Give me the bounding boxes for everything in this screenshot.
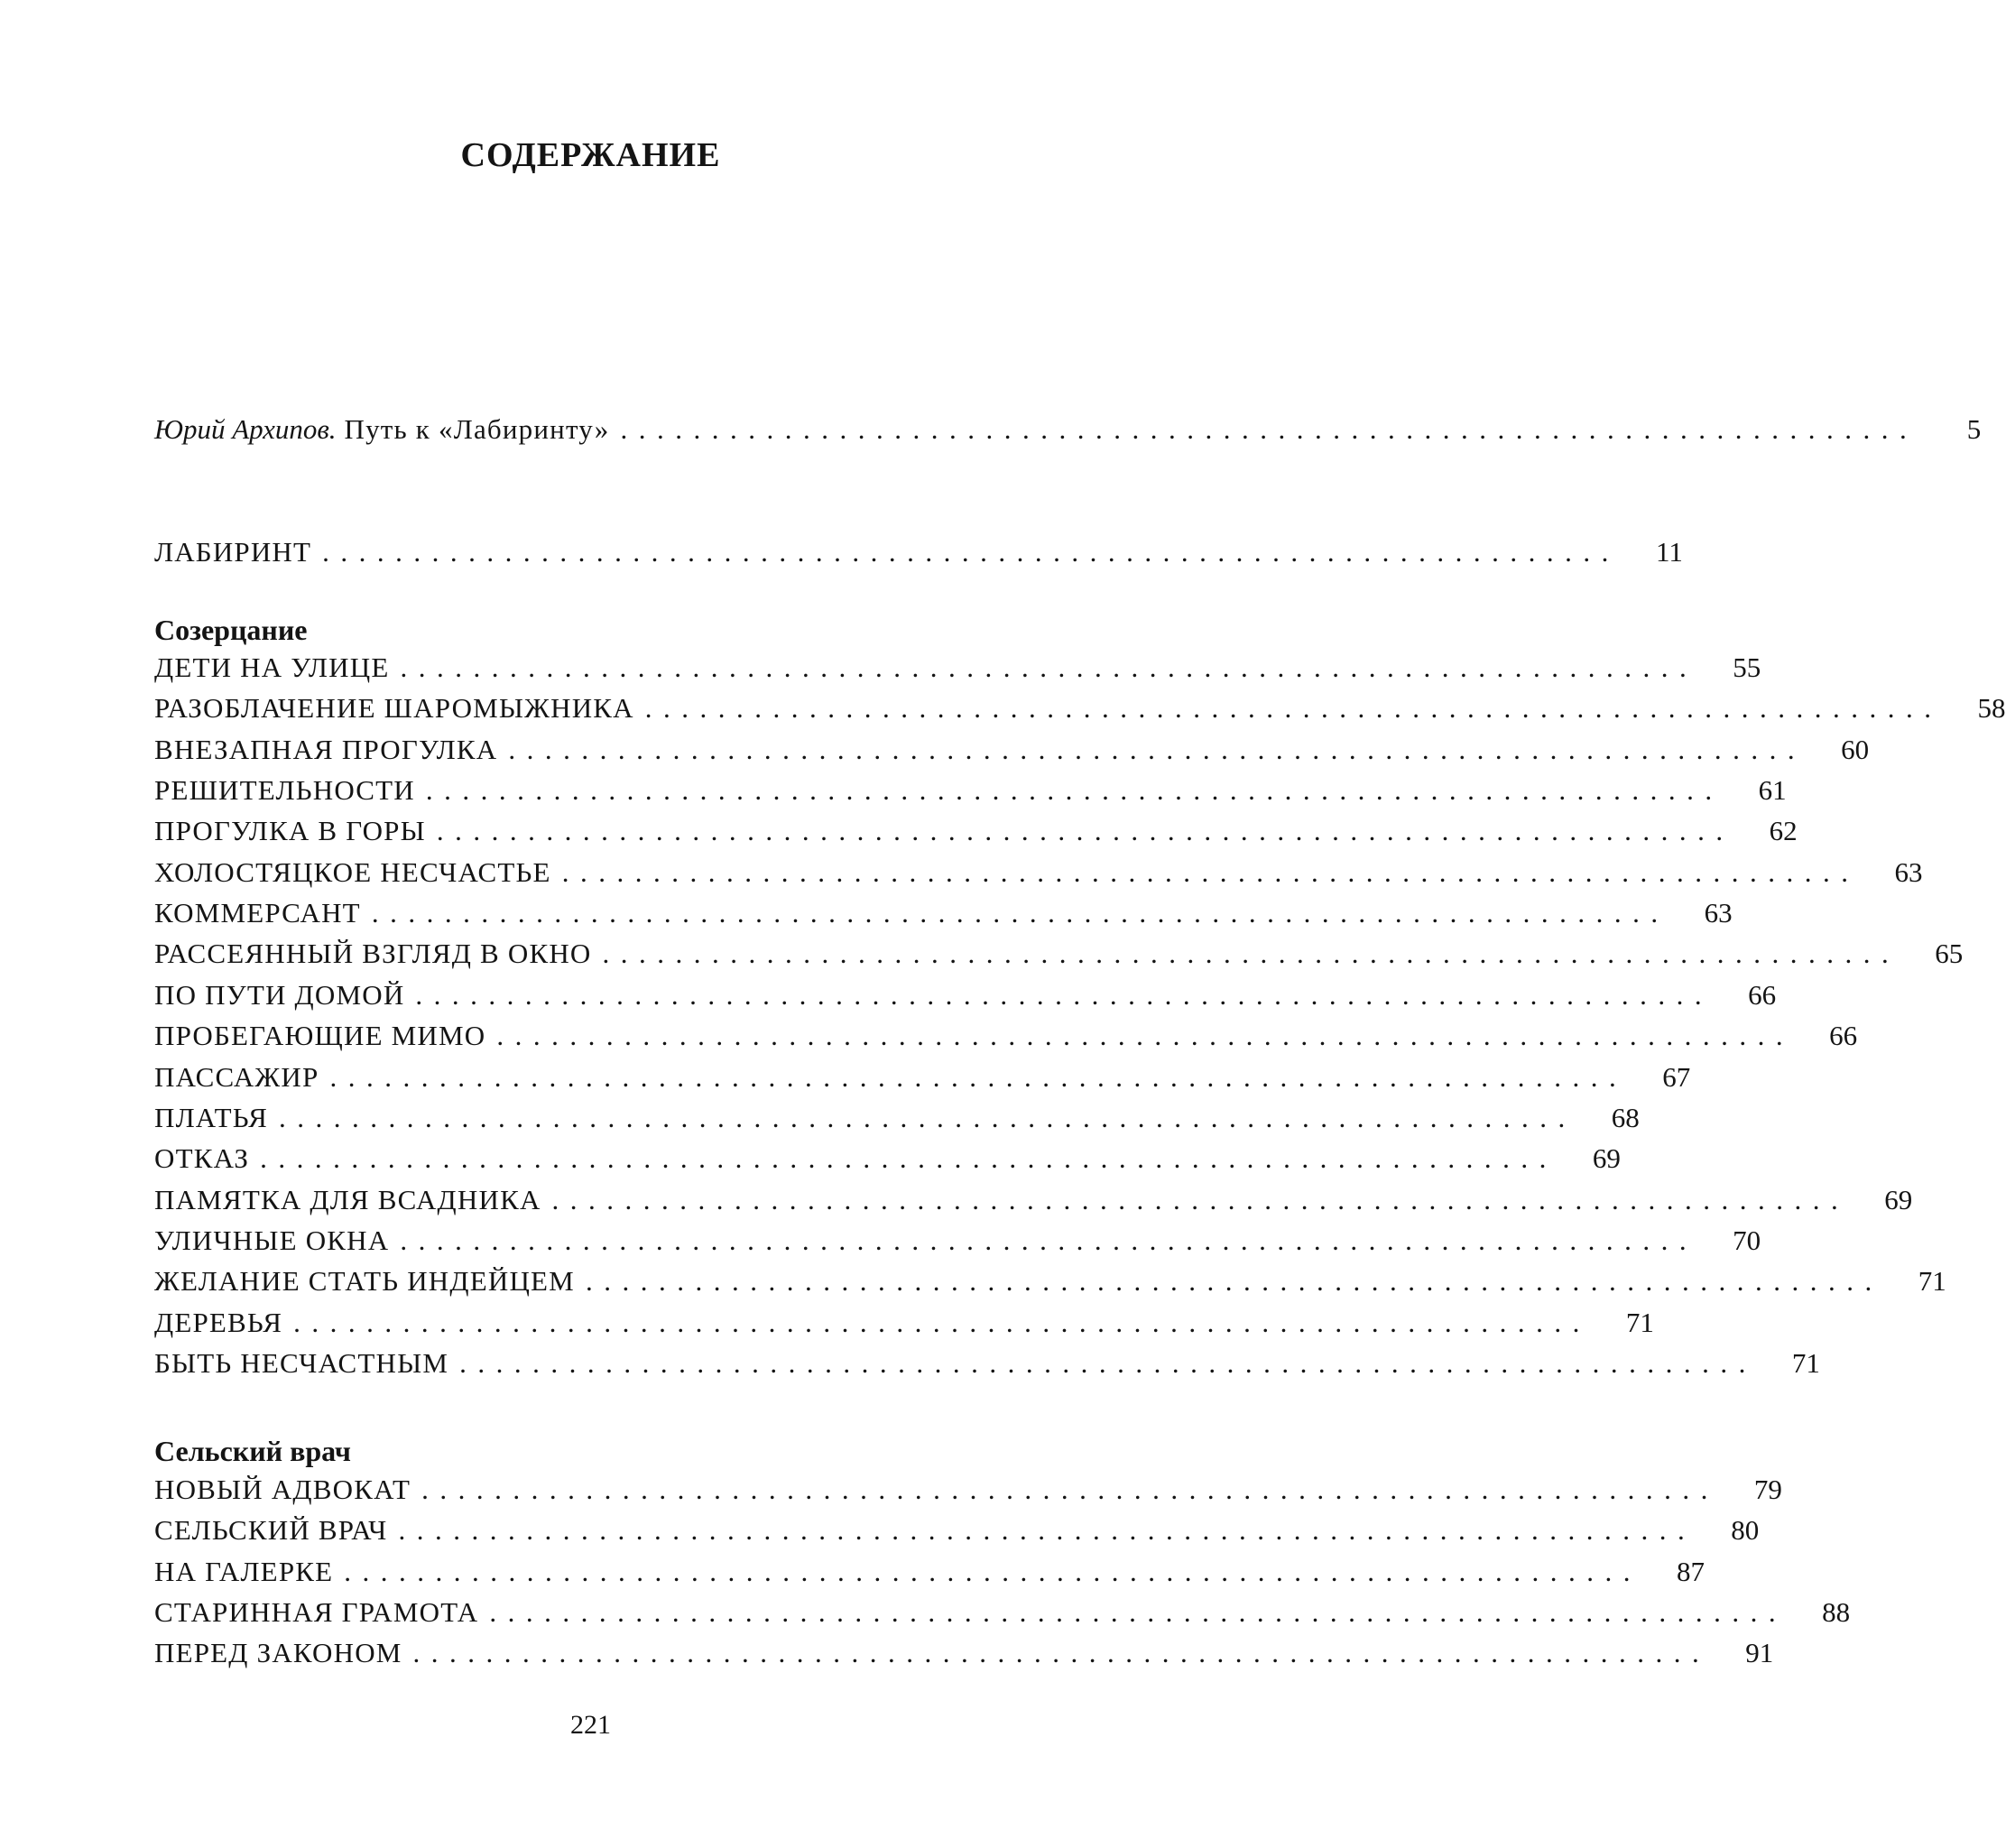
toc-entry	[154, 1474, 1782, 1515]
dot-leader: .......................................................................	[644, 692, 1943, 725]
toc-entry-label: ПЕРЕД ЗАКОНОМ	[154, 1637, 402, 1669]
toc-page-number: 62	[1769, 815, 1798, 847]
intro-author: Юрий Архипов.	[154, 413, 337, 445]
intro-title: Путь к «Лабиринту»	[344, 413, 610, 445]
dot-leader: .......................................................................	[489, 1596, 1788, 1629]
dot-leader: .......................................................................	[279, 1101, 1576, 1133]
dot-leader: .......................................................................	[400, 651, 1698, 683]
dot-leader: .......................................................................	[415, 978, 1714, 1011]
dot-leader: .......................................................................	[260, 1142, 1558, 1175]
toc-page-number: 70	[1733, 1224, 1761, 1256]
dot-leader: .......................................................................	[398, 1514, 1696, 1547]
toc-entry-label: РАССЕЯННЫЙ ВЗГЛЯД В ОКНО	[154, 938, 592, 970]
toc-page-number: 66	[1829, 1020, 1858, 1052]
toc-entry	[154, 692, 2006, 734]
toc-entry	[154, 815, 1798, 856]
toc-entry	[154, 1555, 1706, 1597]
dot-leader: .......................................................................	[436, 815, 1734, 847]
section-heading: Сельский врач	[154, 1435, 351, 1467]
dot-leader: .......................................................................	[344, 1555, 1642, 1587]
toc-entry	[154, 1596, 1851, 1638]
toc-entry	[154, 897, 1733, 938]
toc-page-number: 63	[1894, 855, 1923, 888]
toc-page-number: 66	[1748, 978, 1777, 1011]
toc-entry-label: КОММЕРСАНТ	[154, 897, 361, 929]
page-title: СОДЕРЖАНИЕ	[460, 136, 721, 174]
dot-leader: .......................................................................	[508, 733, 1807, 765]
toc-entry-label: НА ГАЛЕРКЕ	[154, 1555, 334, 1587]
toc-entry-label: ПЛАТЬЯ	[154, 1101, 269, 1133]
dot-leader: .......................................................................	[425, 774, 1724, 807]
toc-entry	[154, 1514, 1760, 1556]
toc-page-number: 68	[1611, 1101, 1640, 1133]
toc-entry-label: РЕШИТЕЛЬНОСТИ	[154, 774, 415, 807]
dot-leader: .......................................................................	[293, 1306, 1591, 1338]
dot-leader: .......................................................................	[620, 413, 1918, 445]
toc-entry-label	[154, 413, 620, 446]
dot-leader: .......................................................................	[371, 897, 1669, 929]
dot-leader: .......................................................................	[421, 1474, 1719, 1505]
toc-entry	[154, 1183, 1913, 1225]
toc-entry-main	[154, 536, 1683, 578]
toc-entry-label: СЕЛЬСКИЙ ВРАЧ	[154, 1514, 388, 1547]
toc-entry	[154, 1224, 1761, 1266]
toc-entry-label: ОТКАЗ	[154, 1142, 250, 1175]
toc-entry	[154, 855, 1923, 898]
dot-leader: .......................................................................	[585, 1265, 1883, 1298]
toc-page-number: 88	[1822, 1596, 1851, 1629]
toc-page-number: 79	[1753, 1474, 1782, 1505]
toc-entry	[154, 1060, 1691, 1103]
toc-entry-label: УЛИЧНЫЕ ОКНА	[154, 1224, 390, 1256]
toc-page-number: 71	[1918, 1265, 1946, 1298]
section-heading: Созерцание	[154, 614, 308, 646]
toc-entry-label: ПО ПУТИ ДОМОЙ	[154, 978, 405, 1011]
toc-page-number: 69	[1592, 1142, 1621, 1175]
toc-page-number: 71	[1791, 1346, 1820, 1379]
toc-entry-label: ПАМЯТКА ДЛЯ ВСАДНИКА	[154, 1183, 541, 1215]
toc-entry-label: ХОЛОСТЯЦКОЕ НЕСЧАСТЬЕ	[154, 855, 551, 888]
toc-entry-label: ДЕТИ НА УЛИЦЕ	[154, 651, 390, 683]
toc-entry	[154, 938, 1964, 979]
toc-entry	[154, 651, 1761, 693]
toc-entry	[154, 1142, 1621, 1184]
toc-page-number: 5	[1966, 413, 1982, 445]
toc-entry-label: БЫТЬ НЕСЧАСТНЫМ	[154, 1346, 449, 1379]
dot-leader: .......................................................................	[459, 1346, 1757, 1379]
toc-page-number: 63	[1704, 897, 1733, 929]
toc-page-number: 11	[1656, 536, 1683, 568]
toc-entry-intro	[154, 413, 1982, 455]
toc-entry-label: ПРОБЕГАЮЩИЕ МИМО	[154, 1020, 486, 1052]
dot-leader: .......................................................................	[602, 938, 1900, 970]
toc-entry	[154, 733, 1870, 775]
toc-page-number: 55	[1733, 651, 1761, 683]
dot-leader: .......................................................................	[400, 1224, 1698, 1256]
toc-page-number: 80	[1731, 1514, 1760, 1547]
dot-leader: .......................................................................	[322, 536, 1620, 568]
dot-leader: .......................................................................	[561, 855, 1860, 888]
toc-entry-label: ПАССАЖИР	[154, 1060, 319, 1093]
dot-leader: .......................................................................	[496, 1020, 1795, 1052]
toc-entry	[154, 774, 1787, 816]
toc-page-number: 65	[1935, 938, 1964, 970]
dot-leader: .......................................................................	[551, 1183, 1850, 1215]
toc-page-number: 58	[1977, 692, 2006, 725]
toc-entry	[154, 978, 1777, 1021]
toc-entry-label: ВНЕЗАПНАЯ ПРОГУЛКА	[154, 733, 498, 765]
toc-entry	[154, 1020, 1858, 1061]
toc-page-number: 60	[1841, 733, 1870, 765]
toc-entry-label: ЖЕЛАНИЕ СТАТЬ ИНДЕЙЦЕМ	[154, 1265, 575, 1298]
toc-entry	[154, 1265, 1946, 1307]
toc-entry-label: ЛАБИРИНТ	[154, 536, 312, 568]
toc-entry-label: НОВЫЙ АДВОКАТ	[154, 1474, 411, 1505]
toc-entry	[154, 1101, 1640, 1143]
toc-entry	[154, 1637, 1774, 1678]
toc-page-number: 69	[1884, 1183, 1913, 1215]
page-number: 221	[570, 1710, 611, 1740]
toc-page-number: 71	[1625, 1306, 1654, 1338]
dot-leader: .......................................................................	[412, 1637, 1711, 1669]
toc-entry	[154, 1346, 1820, 1389]
toc-entry-label: ПРОГУЛКА В ГОРЫ	[154, 815, 426, 847]
toc-entry	[154, 1306, 1654, 1348]
toc-page-number: 61	[1758, 774, 1787, 807]
toc-entry-label: СТАРИННАЯ ГРАМОТА	[154, 1596, 479, 1629]
toc-entry-label: РАЗОБЛАЧЕНИЕ ШАРОМЫЖНИКА	[154, 692, 634, 725]
dot-leader: .......................................................................	[329, 1060, 1628, 1093]
toc-page-number: 87	[1677, 1555, 1706, 1587]
toc-page-number: 67	[1662, 1060, 1691, 1093]
toc-entry-label: ДЕРЕВЬЯ	[154, 1306, 283, 1338]
toc-page-number: 91	[1745, 1637, 1774, 1669]
